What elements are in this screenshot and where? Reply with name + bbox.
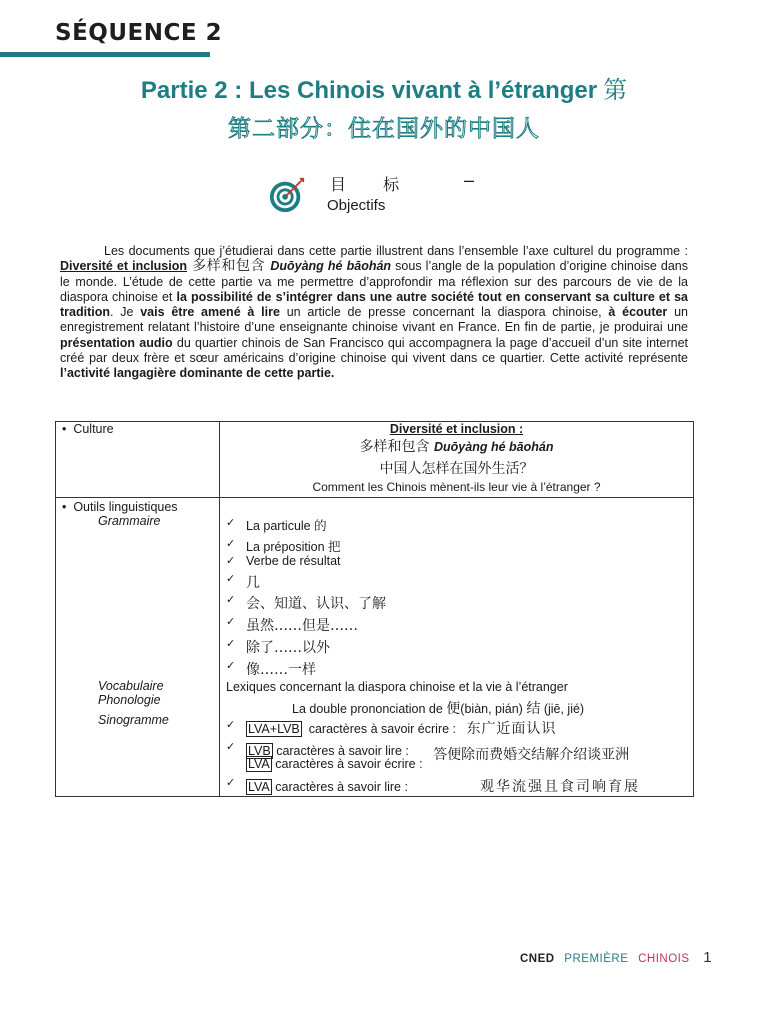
list-item	[220, 718, 693, 740]
intro-paragraph	[60, 244, 688, 382]
intro-text: du quartier chinois de San Francisco qui accompagnera la page d’accueil d’un site internet créé par deux frère et sœur américains d’origine chinoise qui vivent dans ce quartier. Cette activité représente	[60, 335, 689, 366]
check-icon: ✓	[226, 637, 236, 650]
intro-bold: l’activité langagière dominante de cette partie.	[60, 366, 335, 381]
list-item: • Outils linguistiques	[62, 500, 178, 514]
phono-char: 结	[526, 701, 541, 717]
culture-header: Diversité et inclusion :	[389, 422, 524, 436]
list-item	[220, 593, 693, 615]
culture-cn-line	[220, 436, 693, 456]
intro-axis: Diversité et inclusion	[60, 259, 187, 274]
part-title-cn: 第	[603, 76, 628, 104]
footer-level: PREMIÈRE	[564, 953, 629, 965]
spacer	[56, 528, 219, 679]
phono-pinyin: (jiē, jié)	[543, 702, 585, 716]
sequence-title: SÉQUENCE 2	[55, 20, 223, 46]
phono-char: 便	[446, 701, 461, 717]
list-item	[220, 554, 693, 572]
objectives-table	[55, 421, 694, 797]
culture-question-cn: 中国人怎样在国外生活？	[379, 461, 534, 477]
phono-text	[220, 698, 693, 718]
table-row	[56, 422, 694, 498]
level-badge: LVA	[248, 780, 270, 794]
intro-text: un enregistrement relatant l’histoire d’une enseignante chinoise vivant en France. En fin de partie, je produirai une	[60, 305, 688, 335]
row-label-cell	[56, 422, 220, 498]
intro-bold: présentation audio	[60, 335, 173, 350]
sino-chars: 东广近面认识	[466, 721, 557, 737]
sino-text: caractères à savoir lire :	[275, 780, 408, 794]
culture-question-fr: Comment les Chinois mènent-ils leur vie à l’étranger ?	[312, 480, 601, 494]
intro-bold: à écouter	[608, 305, 668, 320]
sino-label: Sinogramme	[98, 713, 169, 727]
sino-text: caractères à savoir lire :	[276, 744, 409, 758]
intro-text: sous l’angle de la population d’origine chinoise dans le monde. L’étude de cette partie va me permettre d’approfondir ma réflexion sur des parcours de vie de la diaspora chinoise et	[60, 259, 688, 304]
list-item	[220, 776, 693, 796]
list-item	[220, 659, 693, 680]
intro-axis-cn: 多样和包含	[187, 258, 271, 275]
objectives-fr: Objectifs	[327, 197, 386, 214]
part-title-fr: Partie 2 : Les Chinois vivant à l’étranger	[140, 77, 598, 104]
target-icon	[268, 176, 306, 214]
phono-label: Phonologie	[98, 693, 161, 707]
sino-chars: 观华流强且食司响育展	[479, 779, 640, 795]
row-label-cell	[56, 498, 220, 797]
grammar-item: 会、知道、认识、了解	[246, 596, 386, 612]
phono-pre: La double prononciation de	[292, 702, 447, 716]
sino-text: caractères à savoir écrire :	[275, 757, 423, 771]
grammar-item: La préposition 把	[246, 540, 341, 554]
grammar-item: La particule 的	[246, 519, 327, 533]
culture-cell	[220, 422, 694, 498]
page-number: 1	[703, 949, 713, 966]
phono-pinyin: (biàn, pián)	[460, 702, 523, 716]
check-icon: ✓	[226, 517, 236, 529]
sino-list	[220, 718, 693, 796]
check-icon: ✓	[226, 572, 236, 585]
intro-text: un article de presse concernant la diaspora chinoise,	[279, 305, 609, 320]
objectives-cn: 目 标	[330, 175, 416, 194]
sequence-underline	[0, 52, 210, 57]
footer-cned: CNED	[520, 953, 555, 965]
footer	[520, 949, 712, 966]
check-icon: ✓	[226, 593, 236, 606]
check-icon: ✓	[226, 719, 236, 731]
check-icon: ✓	[226, 555, 236, 567]
list-item	[220, 572, 693, 593]
check-icon: ✓	[226, 777, 236, 789]
grammar-item: 虽然……但是……	[246, 618, 358, 634]
vocab-text: Lexiques concernant la diaspora chinoise et la vie à l’étranger	[226, 680, 568, 694]
level-badge: LVB	[248, 744, 271, 758]
level-badge: LVA+LVB	[248, 722, 300, 736]
intro-text: Les documents que j’étudierai dans cette partie illustrent dans l’ensemble l’axe culturel du programme :	[104, 244, 688, 258]
check-icon: ✓	[226, 659, 236, 672]
grammar-label: Grammaire	[98, 514, 161, 528]
grammar-item: 几	[246, 575, 260, 591]
list-item	[220, 537, 693, 554]
list-item	[220, 516, 693, 537]
intro-text: . Je	[110, 305, 141, 320]
culture-cn: 多样和包含	[359, 439, 434, 455]
sino-text: caractères à savoir écrire :	[308, 722, 457, 736]
part-title	[0, 70, 768, 105]
check-icon: ✓	[226, 741, 236, 753]
objectives-dash: –	[464, 170, 475, 190]
intro-axis-pinyin: Duōyàng hé bāohán	[270, 259, 392, 274]
check-icon: ✓	[226, 615, 236, 628]
intro-bold: la possibilité de s’intégrer dans une autre société tout en conservant sa culture et sa tradition	[60, 289, 688, 320]
table-row	[56, 498, 694, 797]
list-item: • Culture	[62, 422, 114, 436]
culture-pinyin: Duōyàng hé bāohán	[434, 440, 554, 454]
list-item	[220, 615, 693, 637]
list-item	[220, 757, 693, 776]
check-icon: ✓	[226, 538, 236, 550]
level-badge: LVA	[248, 757, 270, 771]
vocab-label: Vocabulaire	[98, 679, 164, 693]
footer-subject: CHINOIS	[638, 953, 690, 965]
sino-chars: 答便除而费婚交结解介绍谈亚洲	[433, 747, 630, 763]
culture-label: Culture	[73, 422, 114, 436]
grammar-list	[220, 498, 693, 680]
part-subtitle-cn: 第二部分：住在国外的中国人	[228, 116, 540, 142]
grammar-item: Verbe de résultat	[246, 554, 341, 568]
grammar-item: 像……一样	[246, 662, 316, 678]
intro-bold: vais être amené à lire	[140, 305, 280, 320]
tools-cell	[220, 498, 694, 797]
list-item	[220, 740, 693, 763]
list-item	[220, 637, 693, 659]
grammar-item: 除了……以外	[246, 640, 330, 656]
tools-label: Outils linguistiques	[73, 500, 178, 514]
